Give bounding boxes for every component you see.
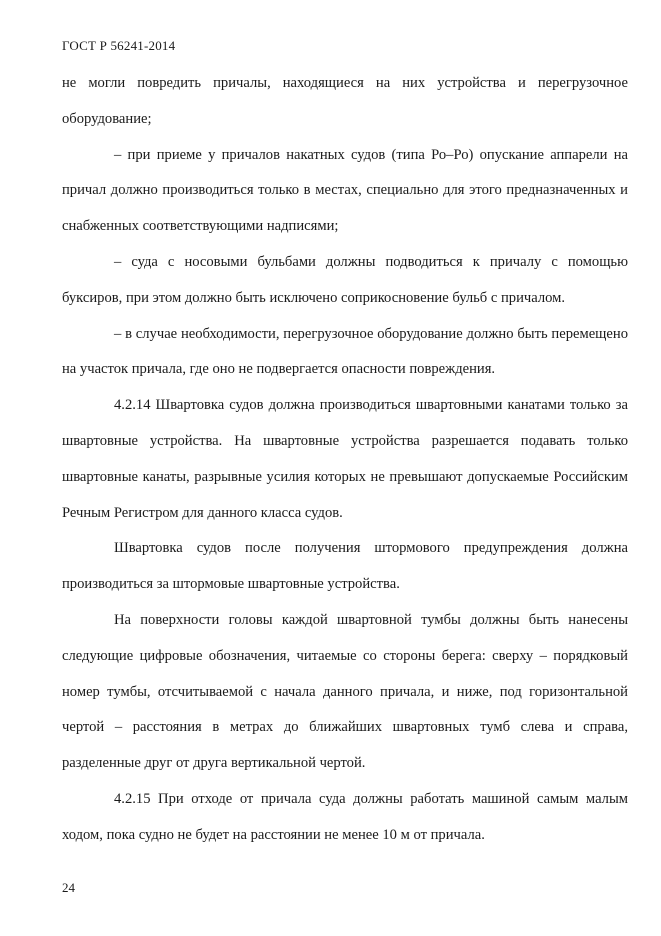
paragraph-4-2-15: 4.2.15 При отходе от причала суда должны работать машиной самым малым ходом, пока судно не будет на расстоянии не менее 10 м от причала. xyxy=(62,790,628,843)
paragraph-bollard-marking: На поверхности головы каждой швартовной тумбы должны быть нанесены следующие цифровые обозначения, читаемые со стороны берега: сверху – порядковый номер тумбы, отсчитываемой с начала данного причала, и ниже, под горизонтальной чертой – расстояния в метрах до ближайших швартовных тумб слева и справа, разделенные друг от друга вертикальной чертой. xyxy=(62,611,628,772)
page-number: 24 xyxy=(62,880,75,895)
paragraph-list-item-equipment: – в случае необходимости, перегрузочное оборудование должно быть перемещено на участок причала, где оно не подвергается опасности повреждения. xyxy=(62,325,628,378)
paragraph-4-2-14: 4.2.14 Швартовка судов должна производиться швартовными канатами только за швартовные устройства. На швартовные устройства разрешается подавать только швартовные канаты, разрывные усилия которых не превышают допускаемые Российским Речным Регистром для данного класса судов. xyxy=(62,397,628,521)
document-header: ГОСТ Р 56241-2014 xyxy=(62,38,176,53)
paragraph-continuation: не могли повредить причалы, находящиеся на них устройства и перегрузочное оборудование; xyxy=(62,75,628,127)
paragraph-list-item-bulbs: – суда с носовыми бульбами должны подводиться к причалу с помощью буксиров, при этом должно быть исключено соприкосновение бульб с причалом. xyxy=(62,253,628,306)
paragraph-storm-mooring: Швартовка судов после получения штормового предупреждения должна производиться за штормовые швартовные устройства. xyxy=(62,540,628,593)
document-body xyxy=(62,66,628,854)
paragraph-list-item-ro-ro: – при приеме у причалов накатных судов (типа Ро–Ро) опускание аппарели на причал должно производиться только в местах, специально для этого предназначенных и снабженных соответствующими надписями; xyxy=(62,146,628,235)
